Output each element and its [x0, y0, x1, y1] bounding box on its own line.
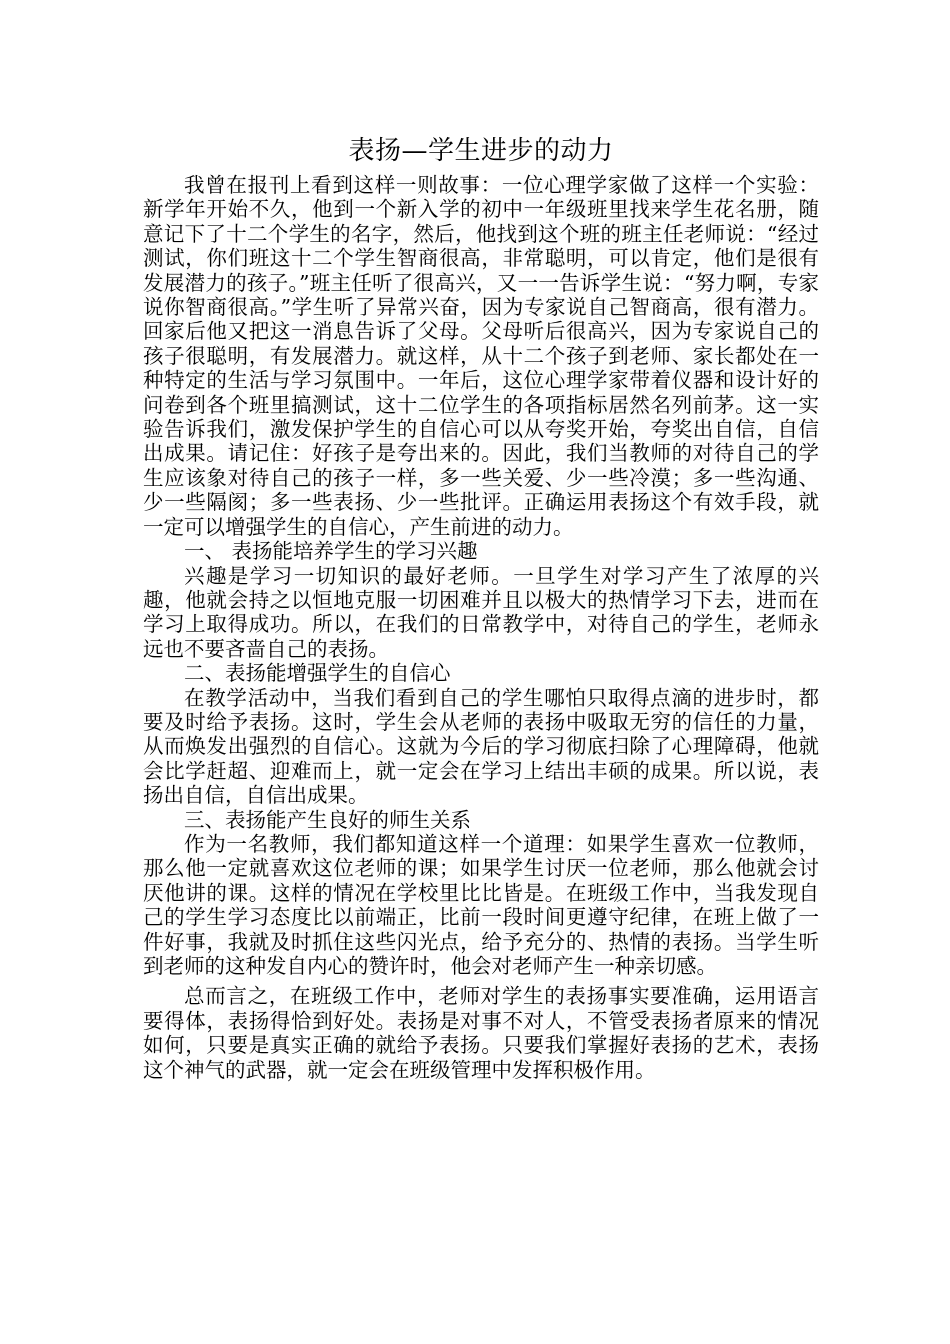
document-content [143, 135, 819, 1082]
section-heading-3: 三、表扬能产生良好的师生关系 [184, 807, 471, 832]
section-heading-1: 一、 表扬能培养学生的学习兴趣 [184, 539, 478, 564]
intro-paragraph: 我曾在报刊上看到这样一则故事：一位心理学家做了这样一个实验：新学年开始不久，他到一个新入学的初中一年级班里找来学生花名册，随意记下了十二个学生的名字，然后，他找到这个班的班主任老师说：“经过测试，你们班这十二个学生智商很高，非常聪明，可以肯定，他们是很有发展潜力的孩子。”班主任听了很高兴，又一一告诉学生说：“努力啊，专家说你智商很高。”学生听了异常兴奋，因为专家说自己智商高，很有潜力。回家后他又把这一消息告诉了父母。父母听后很高兴，因为专家说自己的孩子很聪明，有发展潜力。就这样，从十二个孩子到老师、家长都处在一种特定的生活与学习氛围中。一年后，这位心理学家带着仪器和设计好的问卷到各个班里搞测试，这十二位学生的各项指标居然名列前茅。这一实验告诉我们，激发保护学生的自信心可以从夸奖开始，夸奖出自信，自信出成果。请记住：好孩子是夸出来的。因此，我们当教师的对待自己的学生应该象对待自己的孩子一样，多一些关爱、少一些冷漠；多一些沟通、少一些隔阂；多一些表扬、少一些批评。正确运用表扬这个有效手段，就一定可以增强学生的自信心，产生前进的动力。 [143, 173, 819, 539]
section-heading-2: 二、表扬能增强学生的自信心 [184, 661, 451, 686]
section-body-1: 兴趣是学习一切知识的最好老师。一旦学生对学习产生了浓厚的兴趣，他就会持之以恒地克服一切困难并且以极大的热情学习下去，进而在学习上取得成功。所以，在我们的日常教学中，对待自己的学生，老师永远也不要吝啬自己的表扬。 [143, 563, 819, 661]
section-body-2: 在教学活动中，当我们看到自己的学生哪怕只取得点滴的进步时，都要及时给予表扬。这时，学生会从老师的表扬中吸取无穷的信任的力量，从而焕发出强烈的自信心。这就为今后的学习彻底扫除了心理障碍，他就会比学赶超、迎难而上，就一定会在学习上结出丰硕的成果。所以说，表扬出自信，自信出成果。 [143, 685, 819, 808]
conclusion-paragraph: 总而言之，在班级工作中，老师对学生的表扬事实要准确，运用语言要得体，表扬得恰到好处。表扬是对事不对人，不管受表扬者原来的情况如何，只要是真实正确的就给予表扬。只要我们掌握好表扬的艺术，表扬这个神气的武器，就一定会在班级管理中发挥积极作用。 [143, 984, 819, 1082]
document-title: 表扬—学生进步的动力 [348, 136, 614, 166]
section-body-3: 作为一名教师，我们都知道这样一个道理：如果学生喜欢一位教师，那么他一定就喜欢这位老师的课；如果学生讨厌一位老师，那么他就会讨厌他讲的课。这样的情况在学校里比比皆是。在班级工作中，当我发现自己的学生学习态度比以前端正，比前一段时间更遵守纪律，在班上做了一件好事，我就及时抓住这些闪光点，给予充分的、热情的表扬。当学生听到老师的这种发自内心的赞许时，他会对老师产生一种亲切感。 [143, 831, 819, 978]
